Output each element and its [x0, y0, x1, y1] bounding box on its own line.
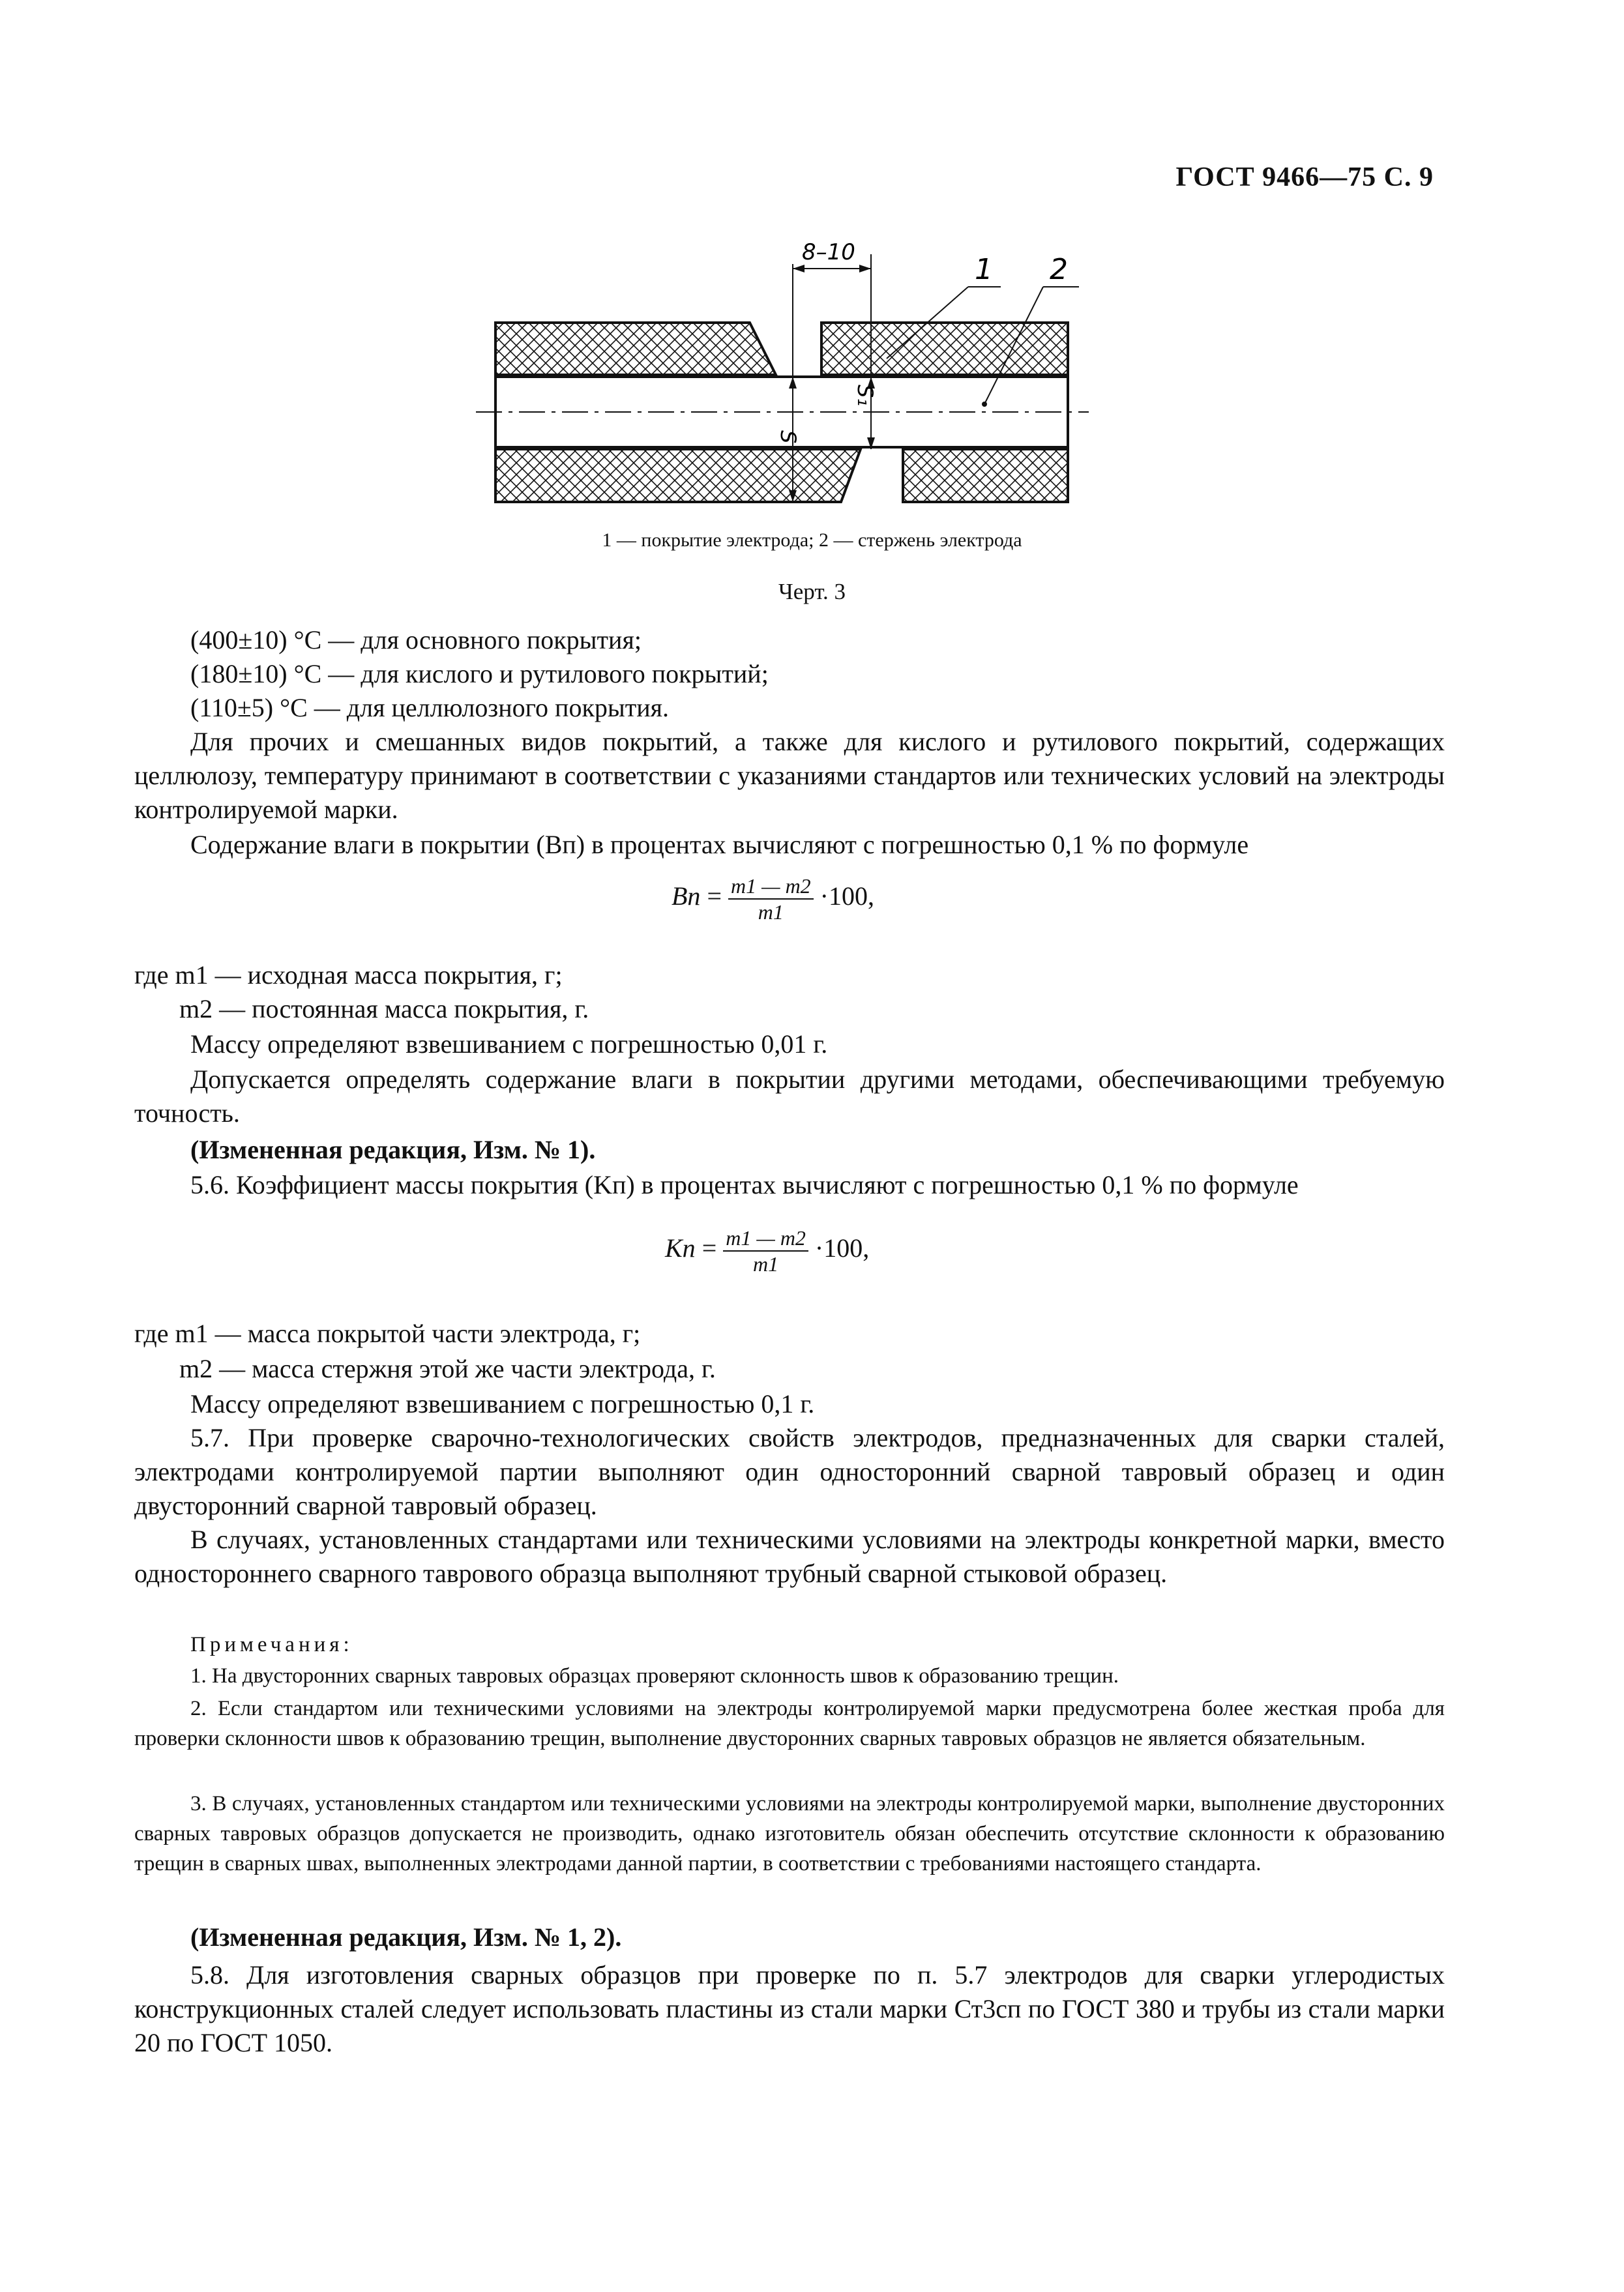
formula2-numerator: m1 — m2	[723, 1226, 808, 1252]
notes-title: Примечания:	[190, 1633, 353, 1656]
dim-label: 8–10	[802, 239, 855, 265]
formula2-lhs: Kп	[665, 1233, 696, 1263]
temp-line-3: (110±5) °С — для целлюлозного покрытия.	[190, 693, 670, 722]
formula1-fraction	[728, 874, 814, 924]
s-label: S	[776, 430, 801, 444]
para-5-8: 5.8. Для изготовления сварных образцов при проверке по п. 5.7 электродов для сварки углеродистых конструкционных сталей следует использовать пластины из стали марки Ст3сп по ГОСТ 380 и трубы из стали марки 20 по ГОСТ 1050.	[134, 1960, 1445, 2057]
formula-moisture: Bп = $\frac{m1 — m2}{m1}$ ·100,	[672, 874, 874, 924]
electrode-figure	[469, 228, 1095, 515]
para-cases: В случаях, установленных стандартами или техническими условиями на электроды конкретной марки, вместо одностороннего сварного таврового образца выполняют трубный сварной стыковой образец.	[134, 1525, 1445, 1588]
formula-coefficient: Kп = $\frac{m1 — m2}{m1}$ ·100,	[665, 1226, 870, 1276]
para-allowed-methods: Допускается определять содержание влаги в покрытии другими методами, обеспечивающими требуемую точность.	[134, 1065, 1445, 1128]
leader-2-dot	[982, 402, 987, 407]
para-other-coatings: Для прочих и смешанных видов покрытий, а также для кислого и рутилового покрытий, содержащих целлюлозу, температуру принимают в соответствии с указаниями стандартов или технических условий на электроды контролируемой марки.	[134, 727, 1445, 824]
para-moisture: Содержание влаги в покрытии (Bп) в процентах вычисляют с погрешностью 0,1 % по формуле	[190, 830, 1249, 859]
para-weigh-1: Массу определяют взвешиванием с погрешностью 0,01 г.	[190, 1029, 828, 1059]
formula1-lhs: Bп	[672, 881, 701, 911]
where2-line-1: где m1 — масса покрытой части электрода, г;	[134, 1319, 641, 1348]
coating-top-left	[495, 323, 776, 375]
formula2-fraction	[723, 1226, 808, 1276]
where1-line-1: где m1 — исходная масса покрытия, г;	[134, 960, 563, 990]
s1-label: S₁	[853, 385, 878, 407]
para-5-6: 5.6. Коэффициент массы покрытия (Kп) в процентах вычисляют с погрешностью 0,1 % по формуле	[190, 1170, 1299, 1199]
formula2-tail: ·100,	[814, 1233, 870, 1263]
formula1-tail: ·100,	[819, 881, 874, 911]
temp-line-2: (180±10) °С — для кислого и рутилового покрытий;	[190, 659, 769, 688]
note-1: 1. На двусторонних сварных тавровых образцах проверяют склонность швов к образованию трещин.	[190, 1664, 1119, 1688]
formula1-denominator: m1	[758, 900, 784, 924]
dim-arrow-right	[859, 265, 871, 272]
figure-legend: 1 — покрытие электрода; 2 — стержень электрода	[602, 529, 1022, 551]
where1-line-2: m2 — постоянная масса покрытия, г.	[179, 994, 589, 1023]
temp-line-1: (400±10) °С — для основного покрытия;	[190, 625, 642, 654]
callout-2: 2	[1050, 253, 1068, 286]
figure-caption: Черт. 3	[778, 579, 846, 604]
note-3: 3. В случаях, установленных стандартом или техническими условиями на электроды контролируемой марки, выполнение двусторонних сварных тавровых образцов допускается не производить, однако изготовитель обязан обеспечить отсутствие склонности к образованию трещин в сварных швах, выполненных электродами данной партии, в соответствии с требованиями настоящего стандарта.	[134, 1792, 1445, 1875]
revision-note-1: (Измененная редакция, Изм. № 1).	[190, 1135, 596, 1164]
coating-top-right	[821, 323, 1068, 375]
note-2: 2. Если стандартом или техническими условиями на электроды контролируемой марки предусмотрена более жесткая проба для проверки склонности швов к образованию трещин, выполнение двусторонних сварных тавровых образцов не является обязательным.	[134, 1697, 1445, 1750]
para-5-7: 5.7. При проверке сварочно-технологических свойств электродов, предназначенных для сварки сталей, электродами контролируемой партии выполняют один односторонний сварной тавровый образец и один двусторонний сварной тавровый образец.	[134, 1423, 1445, 1520]
para-weigh-2: Массу определяют взвешиванием с погрешностью 0,1 г.	[190, 1389, 815, 1418]
callout-1: 1	[975, 253, 993, 286]
formula1-numerator: m1 — m2	[728, 874, 814, 900]
page-header: ГОСТ 9466—75 С. 9	[1175, 162, 1434, 192]
coating-bottom-left	[495, 449, 861, 502]
where2-line-2: m2 — масса стержня этой же части электрода, г.	[179, 1354, 716, 1383]
coating-bottom-right	[903, 449, 1068, 502]
formula2-denominator: m1	[753, 1252, 779, 1276]
dim-arrow-left	[793, 265, 805, 272]
revision-note-2: (Измененная редакция, Изм. № 1, 2).	[190, 1922, 622, 1952]
